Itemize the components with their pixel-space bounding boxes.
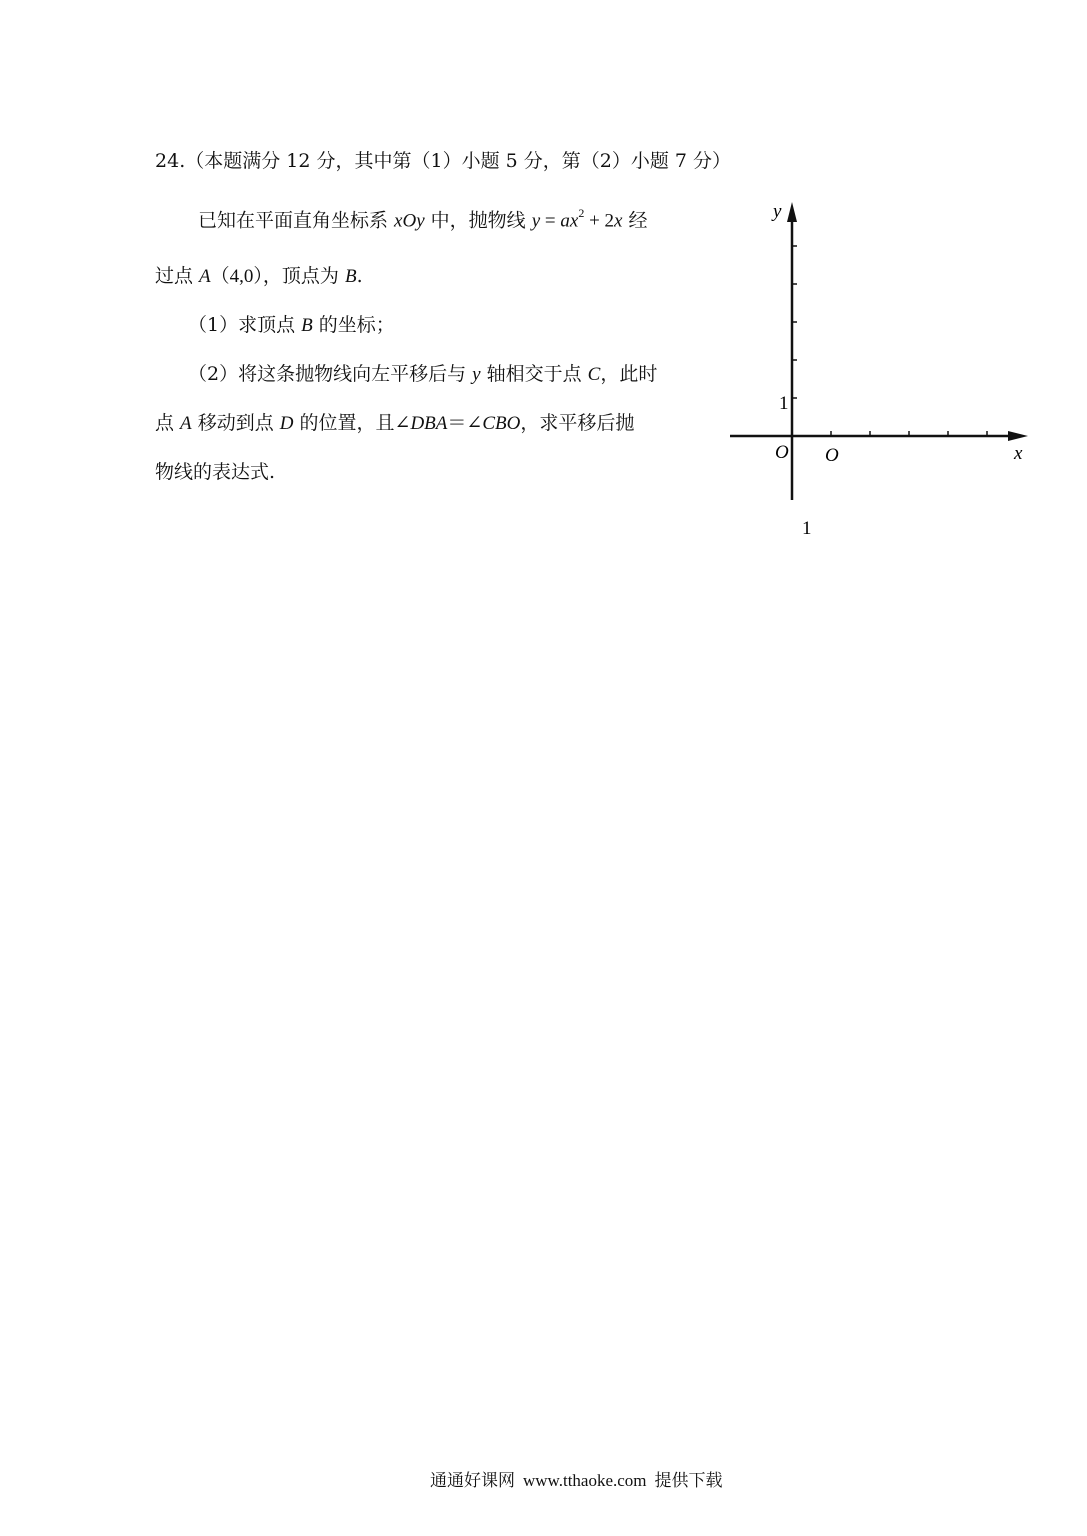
eq-lhs: y bbox=[531, 210, 541, 232]
origin-label: O bbox=[775, 442, 789, 463]
eq-exponent: 2 bbox=[578, 206, 585, 220]
origin-label-duplicate: O bbox=[825, 445, 839, 466]
angle-CBO: CBO bbox=[482, 413, 521, 434]
stray-label-1: 1 bbox=[802, 518, 812, 539]
point-B: B bbox=[344, 266, 357, 287]
x-axis-arrow bbox=[1008, 431, 1028, 441]
point-A-coord: （4,0） bbox=[210, 266, 263, 287]
question-2-line2: 点 A 移动到点 D 的位置，且∠DBA＝∠CBO，求平移后抛 bbox=[155, 412, 635, 434]
page-footer bbox=[430, 1466, 723, 1491]
y-axis-arrow bbox=[787, 202, 797, 222]
angle-DBA: DBA bbox=[410, 413, 448, 434]
question-1: （1）求顶点 B 的坐标； bbox=[188, 314, 395, 336]
footer-site-name: 通通好课网 bbox=[430, 1471, 515, 1491]
point-D: D bbox=[279, 413, 294, 434]
problem-header: 24.（本题满分 12 分，其中第（1）小题 5 分，第（2）小题 7 分） bbox=[155, 150, 732, 172]
problem-intro-line1: 已知在平面直角坐标系 xOy 中，抛物线 $y = ax^2 + 2x$ 经 bbox=[198, 206, 648, 232]
y-tick-label-1: 1 bbox=[779, 393, 789, 414]
problem-number: 24 bbox=[155, 150, 180, 172]
problem-score-note: （本题满分 12 分，其中第（1）小题 5 分，第（2）小题 7 分） bbox=[185, 150, 732, 172]
coordinate-axes-figure bbox=[725, 195, 1035, 545]
y-axis-label: y bbox=[773, 201, 782, 222]
footer-suffix: 提供下载 bbox=[654, 1471, 723, 1491]
question-2-line1: （2）将这条抛物线向左平移后与 y 轴相交于点 C，此时 bbox=[188, 363, 658, 385]
footer-url[interactable]: www.tthaoke.com bbox=[523, 1471, 647, 1490]
x-axis-label: x bbox=[1014, 443, 1023, 464]
var-xOy: xOy bbox=[394, 210, 425, 232]
question-2-line3: 物线的表达式. bbox=[155, 461, 276, 483]
problem-intro-line2: 过点 A（4,0），顶点为 B. bbox=[155, 265, 363, 287]
point-A: A bbox=[199, 266, 211, 287]
point-C: C bbox=[587, 364, 601, 385]
